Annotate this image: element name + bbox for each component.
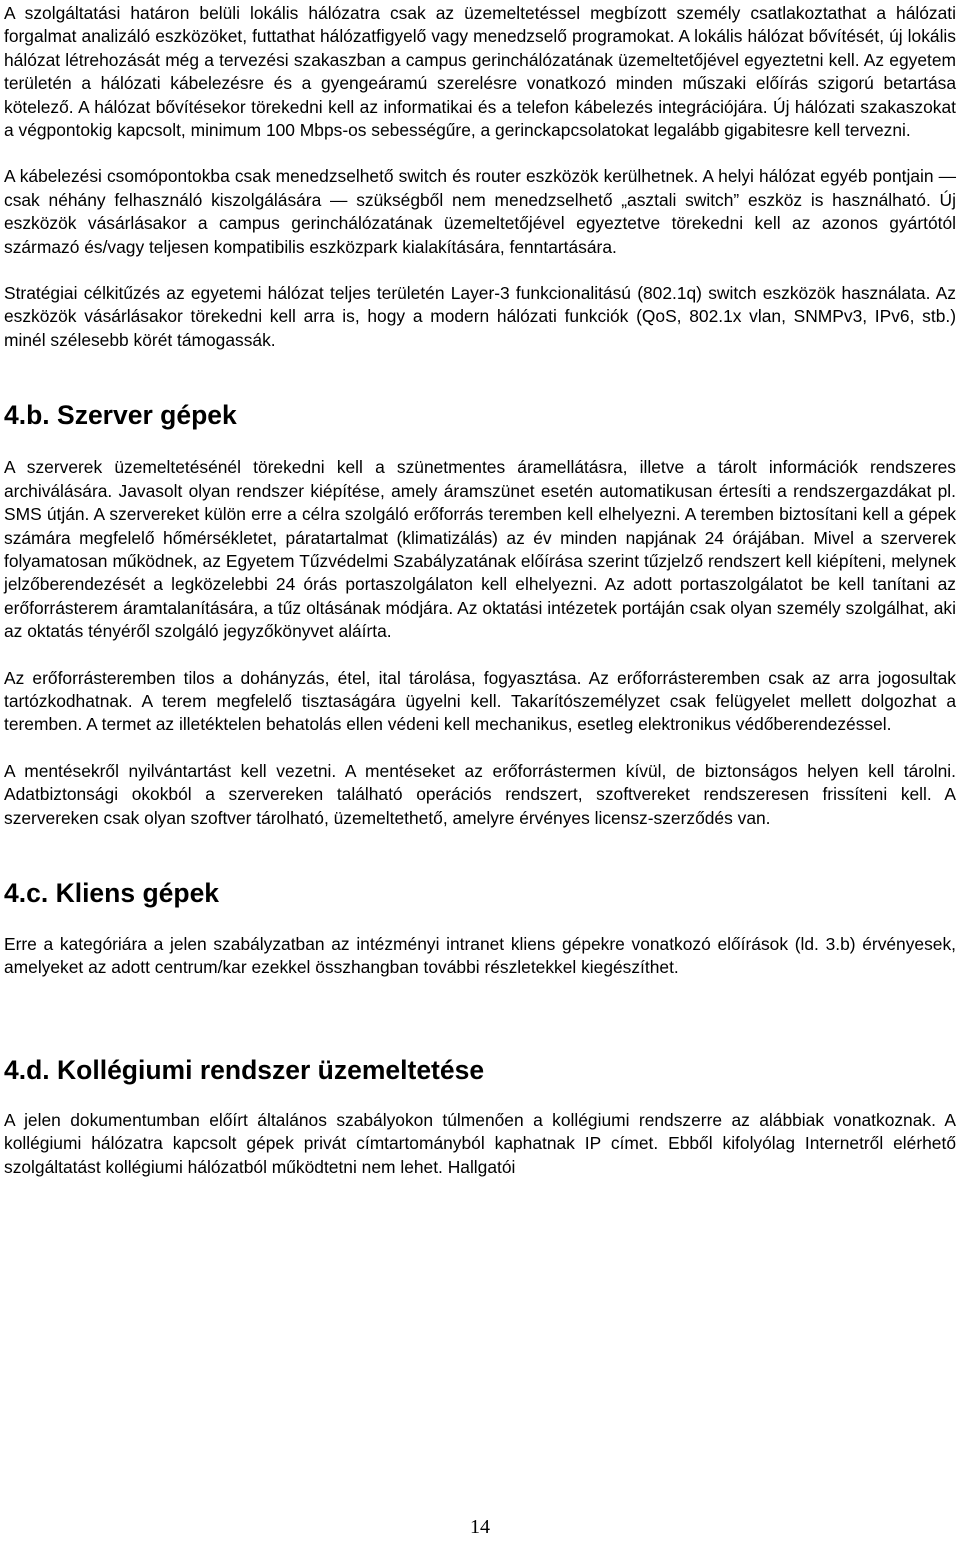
paragraph-servers-operation: A szerverek üzemeltetésénél törekedni kell a szünetmentes áramellátásra, illetve a tárolt információk rendszeres archiválására. Javasolt olyan rendszer kiépítése, amely áramszünet esetén automatikusan értesíti a rendszergazdákat pl. SMS útján. A szervereket külön erre a célra szolgáló erőforrás teremben kell elhelyezni. A teremben biztosítani kell a gépek számára megfelelő hőmérsékletet, páratartalmat (klimatizálás) az év minden napjának 24 órájában. Mivel a szerverek folyamatosan működnek, az Egyetem Tűzvédelmi Szabályzatának előírása szerint tűzjelző rendszert kell kiépíteni, melynek jelzőberendezését a legközelebbi 24 órás portaszolgálaton kell elhelyezni. Az adott portaszolgálatot be kell tanítani az erőforrásterem áramtalanítására, a tűz oltásának módjára. Az oktatási intézetek portáján csak olyan személy szolgálhat, aki az oktatás tényéről szolgáló jegyzőkönyvet aláírta. (4, 457, 956, 642)
paragraph-network-switches: A kábelezési csomópontokba csak menedzselhető switch és router eszközök kerülhetnek. A helyi hálózat egyéb pontjain — csak néhány felhasználó kiszolgálására — szükségből nem menedzselhető „asztali switch” eszköz is használható. Új eszközök vásárlásakor a campus gerinchálózatának üzemeltetőjével egyeztetve törekedni kell az azonos gyártótól származó és/vagy teljesen kompatibilis eszközpark kialakítására, fenntartására. (4, 166, 956, 257)
heading-servers: 4.b. Szerver gépek (4, 400, 237, 431)
heading-clients: 4.c. Kliens gépek (4, 877, 220, 908)
paragraph-servers-backup: A mentésekről nyilvántartást kell vezetni. A mentéseket az erőforrástermen kívül, de biztonságos helyen kell tárolni. Adatbiztonsági okokból a szervereken található operációs rendszert, szoftvereket rendszeresen frissíteni kell. A szervereken csak olyan szoftver tárolható, üzemeltethető, amelyre érvényes licensz-szerződés van. (4, 760, 956, 828)
heading-dormitory: 4.d. Kollégiumi rendszer üzemeltetése (4, 1054, 485, 1085)
paragraph-clients: Erre a kategóriára a jelen szabályzatban az intézményi intranet kliens gépekre vonatkozó előírások (ld. 3.b) érvényesek, amelyeket az adott centrum/kar ezekkel összhangban további részletekkel kiegészíthet. (4, 933, 956, 978)
page-number: 14 (470, 1516, 490, 1538)
paragraph-dormitory: A jelen dokumentumban előírt általános szabályokon túlmenően a kollégiumi rendszerre az alábbiak vonatkoznak. A kollégiumi hálózatra kapcsolt gépek privát címtartományból kaphatnak IP címet. Ebből kifolyólag Internetről elérhető szolgáltatást kollégiumi hálózatból működtetni nem lehet. Hallgatói (4, 1109, 956, 1177)
document-page (4, 0, 956, 1179)
paragraph-network-access: A szolgáltatási határon belüli lokális hálózatra csak az üzemeltetéssel megbízott személy csatlakoztathat a hálózati forgalmat analizáló eszközöket, futtathat hálózatfigyelő vagy menedzselő programokat. A lokális hálózat bővítését, új lokális hálózat létrehozását még a tervezési szakaszban a campus gerinchálózatának üzemeltetőjével egyeztetni kell. Az egyetem területén a hálózati kábelezésre és a gyengeáramú szerelésre vonatkozó minden műszaki előírás szigorú betartása kötelező. A hálózat bővítésekor törekedni kell az informatikai és a telefon kábelezés integrációjára. Új hálózati szakaszokat a végpontokig kapcsolt, minimum 100 Mbps-os sebességűre, a gerinckapcsolatokat legalább gigabitesre kell tervezni. (4, 3, 956, 141)
paragraph-network-strategy: Stratégiai célkitűzés az egyetemi hálózat teljes területén Layer-3 funkcionalitású (802.1q) switch eszközök használata. Az eszközök vásárlásakor törekedni kell arra is, hogy a modern hálózati funkciók (QoS, 802.1x vlan, SNMPv3, IPv6, stb.) minél szélesebb körét támogassák. (4, 283, 956, 350)
paragraph-servers-room: Az erőforrásteremben tilos a dohányzás, étel, ital tárolása, fogyasztása. Az erőforrásteremben csak az arra jogosultak tartózkodhatnak. A terem megfelelő tisztaságára ügyelni kell. Takarítószemélyzet csak felügyelet mellett dolgozhat a teremben. A termet az illetéktelen behatolás ellen védeni kell mechanikus, esetleg elektronikus védőberendezéssel. (4, 667, 956, 735)
